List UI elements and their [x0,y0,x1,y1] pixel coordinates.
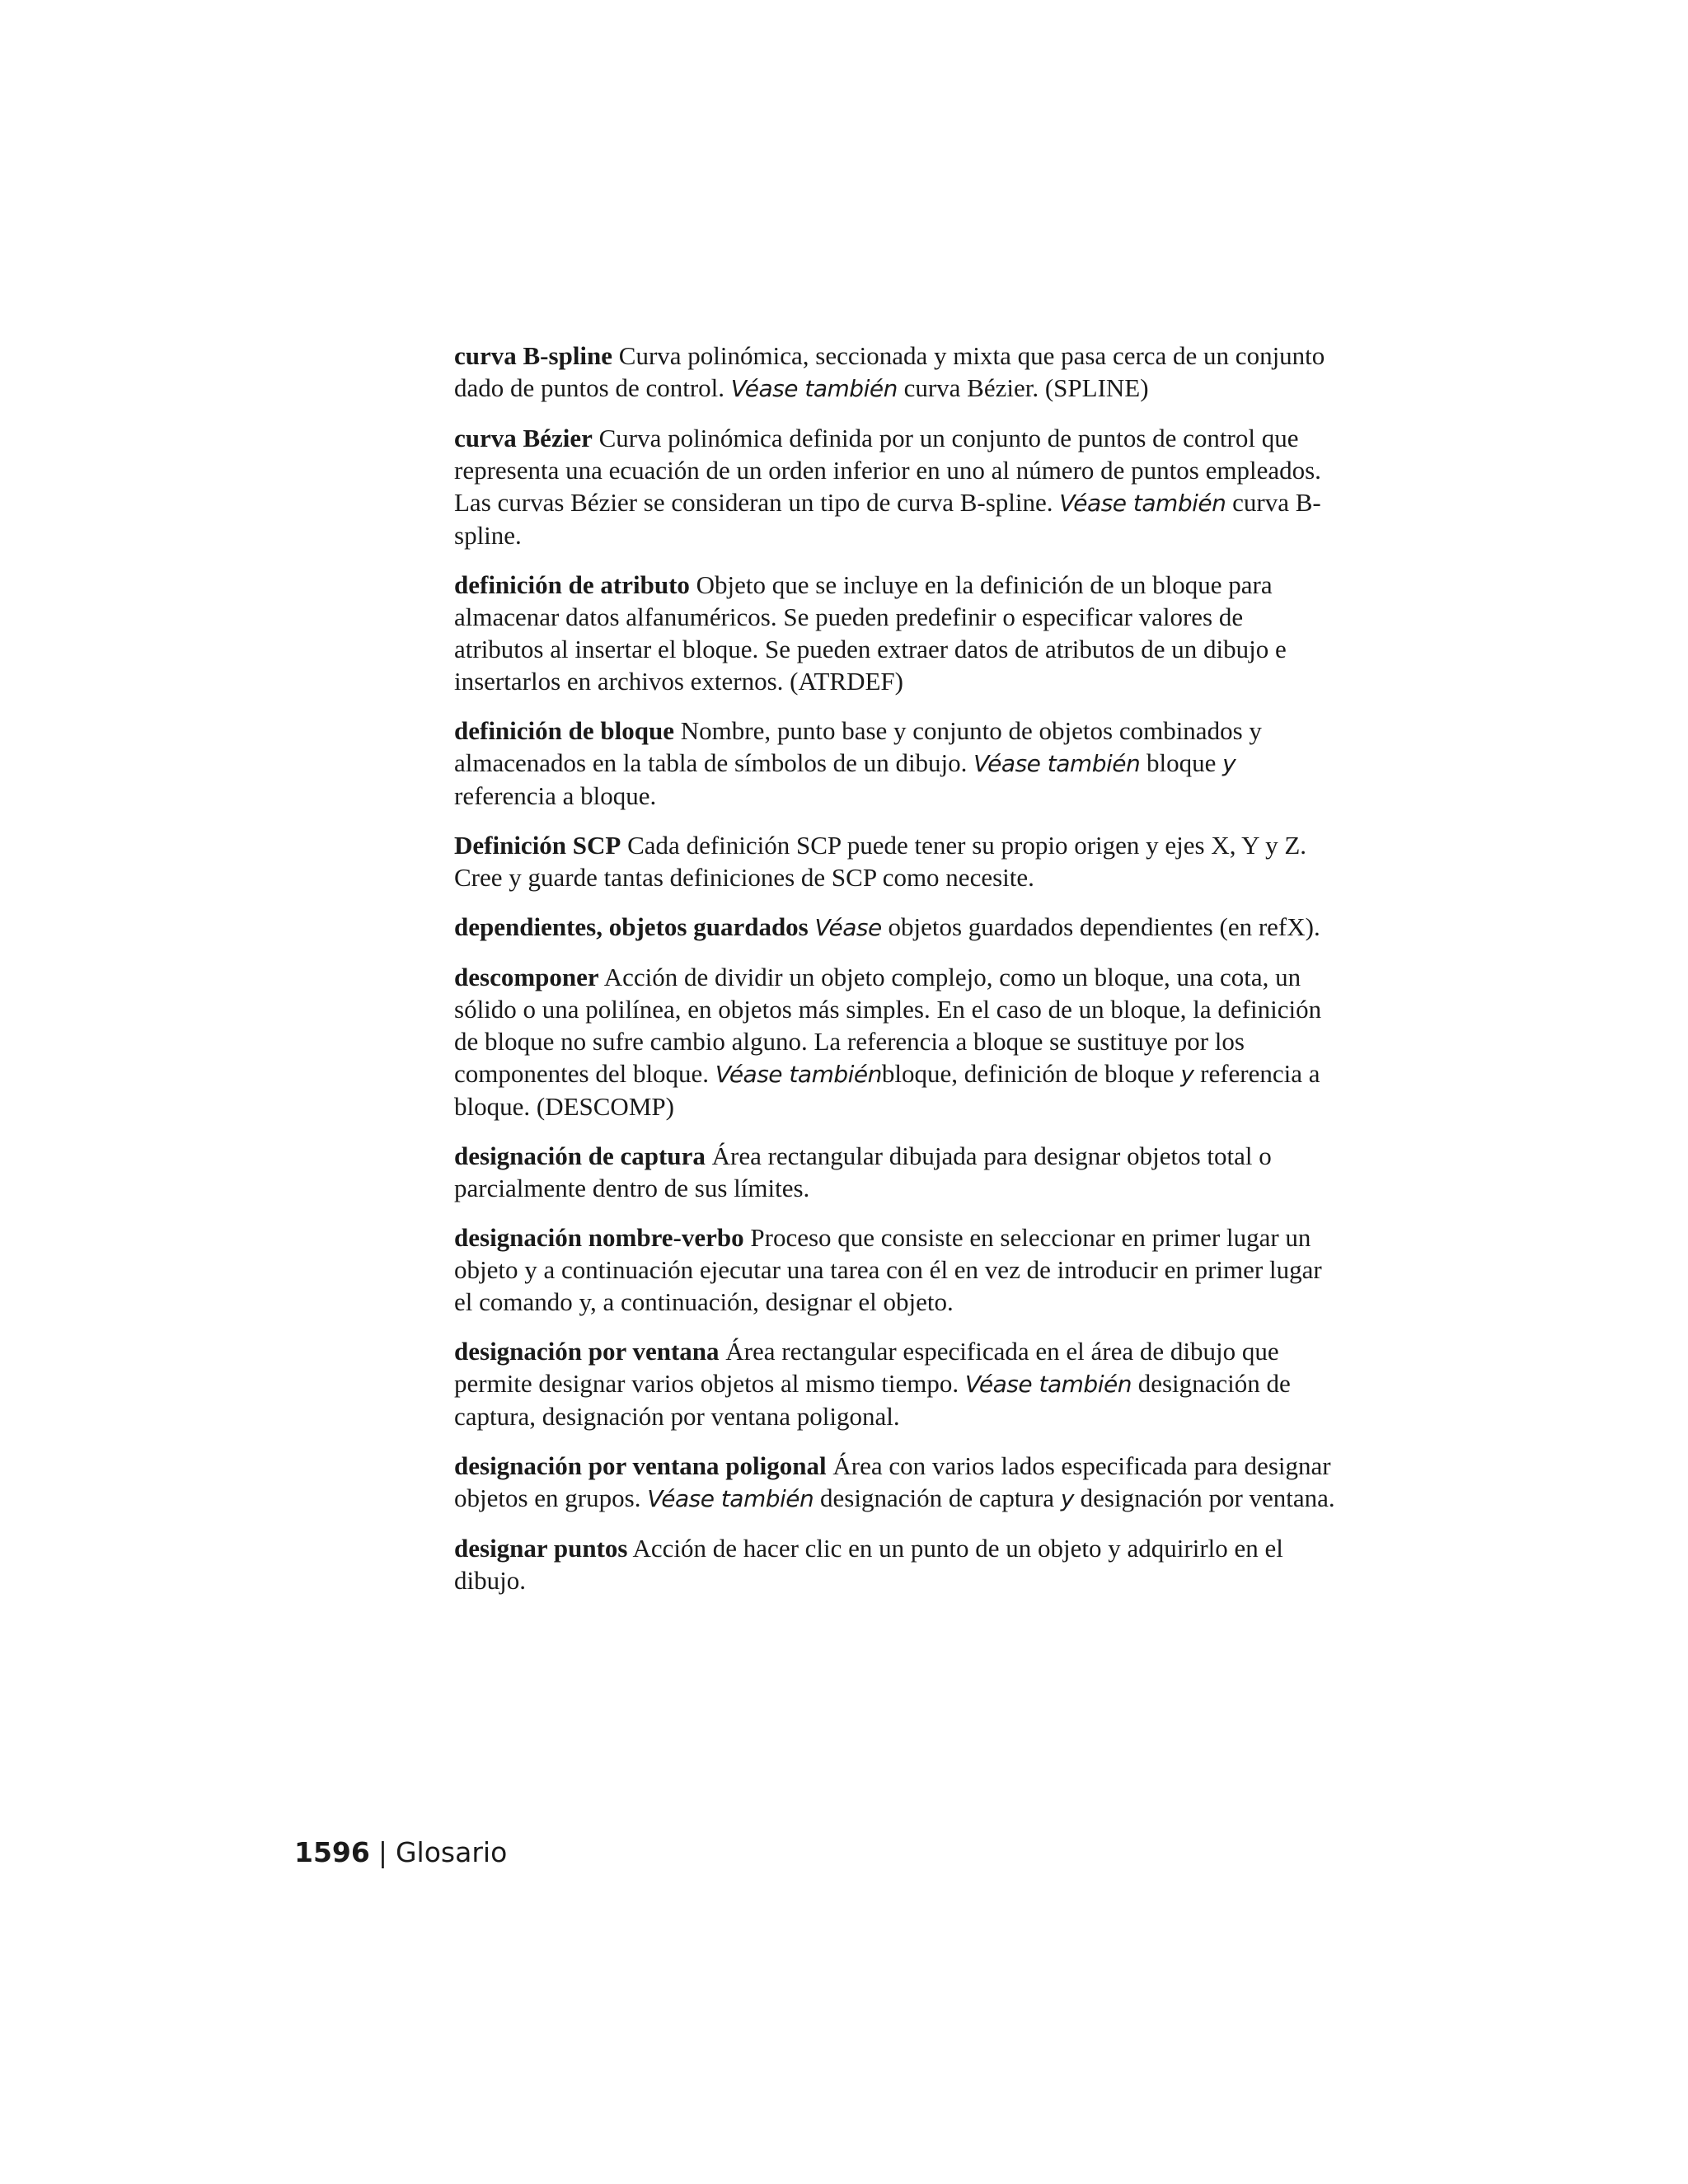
entry-term: descomponer [454,963,599,991]
cross-reference-label: Véase también [715,1061,882,1088]
glossary-entries [454,340,1336,1614]
glossary-entry [454,1335,1336,1432]
cross-reference-label: Véase también [964,1371,1132,1398]
entry-term: dependientes, objetos guardados [454,912,809,941]
entry-definition-text: designación de captura [814,1483,1061,1512]
entry-term: definición de bloque [454,716,674,745]
entry-definition-text: Curva polinómica, seccionada y mixta que pasa cerca de un conjunto dado de puntos de control. [454,341,1325,402]
entry-definition-text: Área con varios lados especificada para designar objetos en grupos. [454,1451,1331,1512]
cross-reference-label: Véase también [730,375,898,402]
entry-definition-text [809,912,815,941]
entry-definition-text: Objeto que se incluye en la definición de un bloque para almacenar datos alfanuméricos. Se pueden predefinir o especificar valores de atributos al insertar el bloque. Se pueden extraer datos de atributos de un dibujo e insertarlos en archivos externos. (ATRDEF) [454,570,1287,696]
glossary-entry [454,1450,1336,1515]
glossary-entry [454,1532,1336,1596]
glossary-entry [454,715,1336,812]
entry-definition-text: designación por ventana. [1073,1483,1335,1512]
entry-term: curva B-spline [454,341,613,370]
entry-term: designación nombre-verbo [454,1223,744,1252]
glossary-entry [454,1140,1336,1204]
entry-definition-text: Nombre, punto base y conjunto de objetos combinados y almacenados en la tabla de símbolos de un dibujo. [454,716,1262,777]
footer-separator: | [377,1836,387,1868]
cross-reference-label: y [1060,1485,1074,1512]
cross-reference-label: Véase también [647,1485,814,1512]
entry-definition-text: Área rectangular dibujada para designar objetos total o parcialmente dentro de sus límites. [454,1141,1272,1202]
glossary-entry [454,829,1336,893]
entry-term: designar puntos [454,1534,628,1563]
entry-definition-text: referencia a bloque. (DESCOMP) [454,1059,1320,1121]
entry-definition-text: Acción de dividir un objeto complejo, como un bloque, una cota, un sólido o una polilínea, en objetos más simples. En el caso de un bloque, la definición de bloque no sufre cambio alguno. La referencia a bloque se sustituye por los componentes del bloque. [454,963,1322,1088]
entry-definition-text: curva Bézier. (SPLINE) [897,373,1149,402]
entry-term: Definición SCP [454,831,621,860]
entry-definition-text: designación de captura, designación por ventana poligonal. [454,1369,1291,1431]
glossary-entry [454,1221,1336,1318]
page-footer [294,1836,507,1869]
entry-definition-text: bloque, definición de bloque [881,1059,1181,1088]
entry-term: designación por ventana poligonal [454,1451,827,1480]
glossary-entry [454,961,1336,1122]
page-number: 1596 [294,1836,370,1868]
cross-reference-label: y [1180,1061,1194,1088]
glossary-entry [454,569,1336,697]
entry-definition-text: Proceso que consiste en seleccionar en primer lugar un objeto y a continuación ejecutar una tarea con él en vez de introducir en primer lugar el comando y, a continuación, designar el objeto. [454,1223,1322,1316]
entry-definition-text: objetos guardados dependientes (en refX). [881,912,1320,941]
entry-definition-text: Acción de hacer clic en un punto de un objeto y adquirirlo en el dibujo. [454,1534,1283,1595]
entry-definition-text: Cada definición SCP puede tener su propio origen y ejes X, Y y Z. Cree y guarde tantas definiciones de SCP como necesite. [454,831,1307,892]
entry-definition-text: referencia a bloque. [454,781,657,810]
entry-definition-text: curva B-spline. [454,488,1321,550]
cross-reference-label: y [1222,750,1236,777]
cross-reference-label: Véase también [973,750,1141,777]
entry-term: definición de atributo [454,570,690,599]
entry-term: designación por ventana [454,1337,720,1366]
entry-definition-text: Curva polinómica definida por un conjunto de puntos de control que representa una ecuación de un orden inferior en uno al número de puntos empleados. Las curvas Bézier se consideran un tipo de curva B-spline. [454,424,1321,517]
glossary-entry [454,340,1336,405]
cross-reference-label: Véase [814,914,882,941]
section-title: Glosario [395,1836,508,1868]
cross-reference-label: Véase también [1059,490,1226,517]
glossary-entry [454,422,1336,551]
entry-term: designación de captura [454,1141,706,1170]
entry-definition-text: bloque [1140,748,1223,777]
entry-term: curva Bézier [454,424,593,452]
glossary-entry [454,911,1336,944]
entry-definition-text: Área rectangular especificada en el área de dibujo que permite designar varios objetos al mismo tiempo. [454,1337,1279,1398]
